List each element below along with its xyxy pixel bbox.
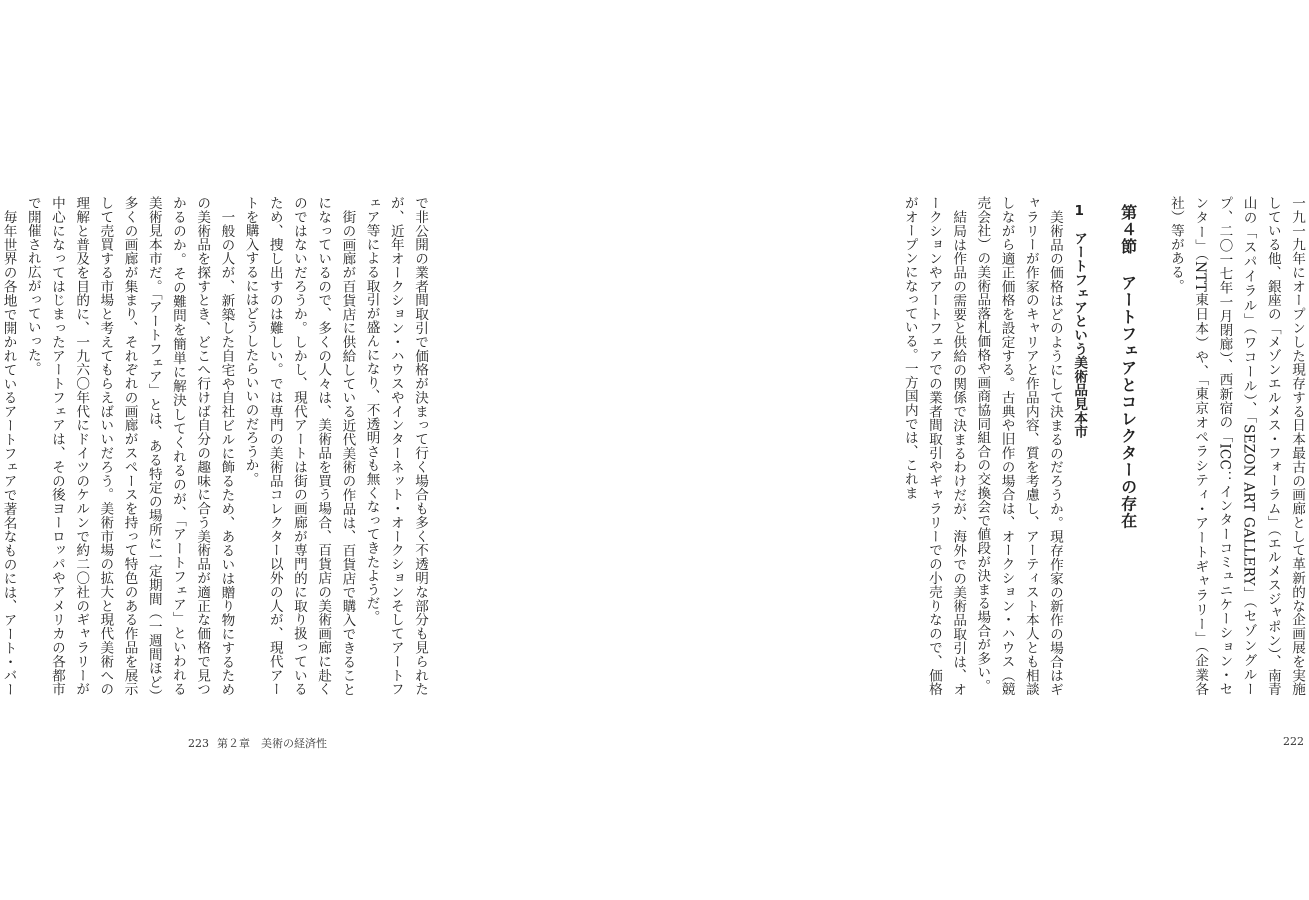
body-paragraph: 結局は作品の需要と供給の関係で決まるわけだが、海外での美術品取引は、オークションやアートフェアでの業者間取引やギャラリーでの小売りなので、価格がオープンになっている。一方国内では、これま: [901, 196, 967, 696]
body-paragraph: 街の画廊が百貨店に供給している近代美術の作品は、百貨店で購入できることになっているので、多くの人々は、美術品を買う場合、百貨店の美術画廊に赴くのではないだろうか。しかし、現代アートは街の画廊が専門的に取り扱っているため、捜し出すのは難しい。では専門の美術品コレクター以外の人が、現代アートを購入するにはどうしたらいいのだろうか。: [242, 196, 356, 696]
page-number: 223: [188, 737, 209, 750]
running-footer: [188, 735, 327, 751]
subsection-heading: [1067, 204, 1091, 696]
left-page-body: [0, 196, 432, 696]
right-page: [450, 0, 1305, 900]
body-paragraph: で非公開の業者間取引で価格が決まって行く場合も多く不透明な部分も見られたが、近年オークション・ハウスやインターネット・オークションそしてアートフェア等による取引が盛んになり、不透明さも無くなってきたようだ。: [363, 196, 428, 696]
left-page: [0, 0, 450, 900]
section-title: アートフェアとコレクターの存在: [1118, 274, 1138, 530]
body-paragraph: 美術品の価格はどのようにして決まるのだろうか。現存作家の新作の場合はギャラリーが作家のキャリアと作品内容、質を考慮し、アーティスト本人とも相談しながら適正価格を設定する。古典や旧作の場合は、オークション・ハウス（競売会社）の美術品落札価格や画商協同組合の交換会で値段が決まる場合が多い。: [974, 196, 1063, 696]
subsection-number: 1: [1074, 204, 1084, 218]
body-paragraph: 一九一九年にオープンした現存する日本最古の画廊として革新的な企画展を実施している他、銀座の「メゾンエルメス・フォーラム」（エルメスジャポン）、南青山の「スパイラル」（ワコール）、「SEZON ART GALLERY」（セゾングループ、二〇一七年一月閉廊）、西新宿の「ICC：インターコミュニケーション・センター」（NTT東日本）や、「東京オペラシティ・アートギャラリー」（企業各社）等がある。: [1167, 196, 1305, 696]
body-paragraph: 毎年世界の各地で開かれているアートフェアで著名なものには、アート・バー: [0, 209, 17, 696]
running-footer: [1283, 735, 1304, 748]
section-heading: [1115, 204, 1139, 696]
right-page-body: [901, 196, 1309, 696]
body-paragraph: 一般の人が、新築した自宅や自社ビルに飾るため、あるいは贈り物にするための美術品を探すとき、どこへ行けば自分の趣味に合う美術品が適正な価格で見つかるのか。その難問を簡単に解決してくれるのが、「アートフェア」といわれる美術見本市だ。「アートフェア」とは、ある特定の場所に一定期間（一週間ほど）多くの画廊が集まり、それぞれの画廊がスペースを持って特色のある作品を展示して売買する市場と考えてもらえばいいだろう。美術市場の拡大と現代美術への理解と普及を目的に、一九六〇年代にドイツのケルンで約二〇社のギャラリーが中心になってはじまったアートフェアは、その後ヨーロッパやアメリカの各都市で開催され広がっていった。: [24, 196, 235, 696]
chapter-running-title: 第２章 美術の経済性: [217, 737, 327, 750]
subsection-title: アートフェアという美術品見本市: [1071, 231, 1088, 439]
page-number: 222: [1283, 735, 1304, 748]
section-number: 第４節: [1118, 204, 1138, 255]
